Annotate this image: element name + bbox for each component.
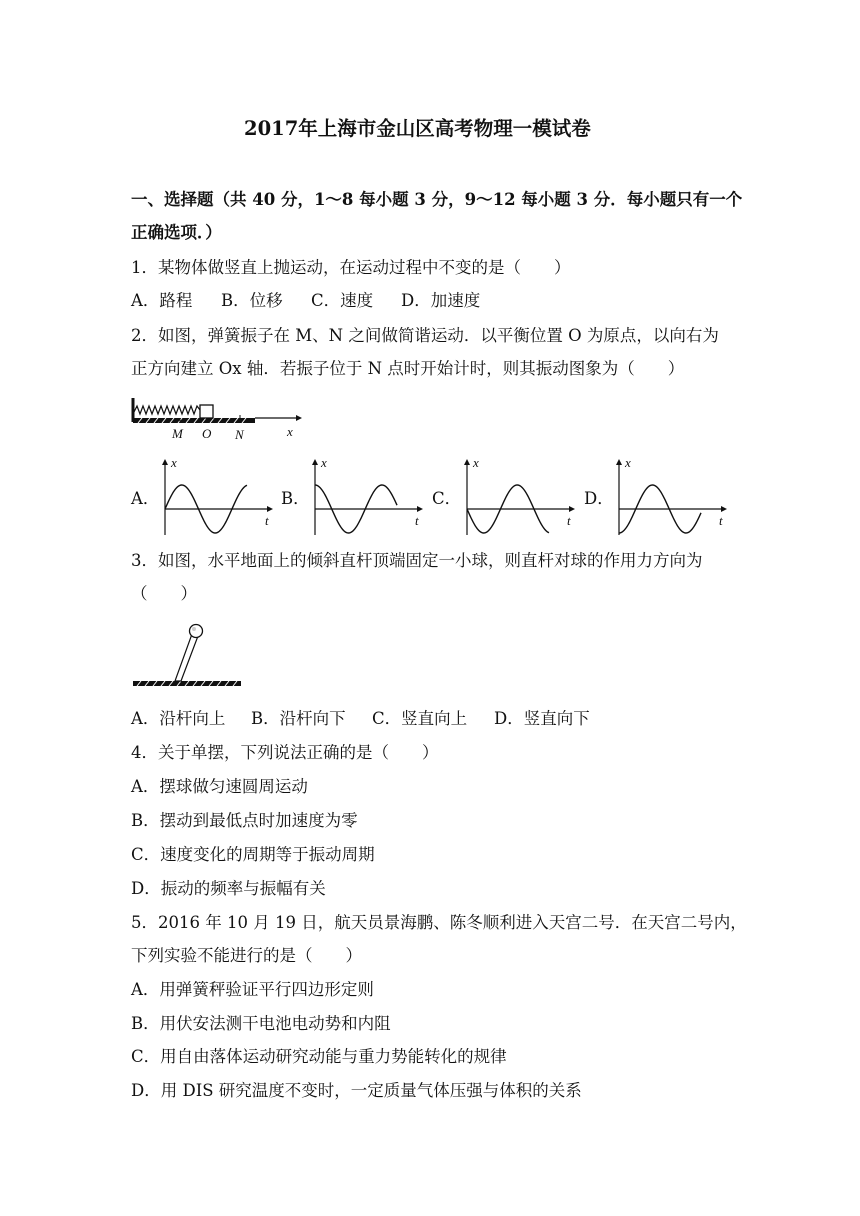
y-axis-arrow: [162, 459, 168, 465]
document-title: 2017年上海市金山区高考物理一模试卷: [244, 117, 591, 140]
question-5-option-a: A．用弹簧秤验证平行四边形定则: [131, 980, 374, 999]
point-n-label: N: [235, 427, 244, 442]
y-axis-arrow: [464, 459, 470, 465]
graph-option-c-label: C．: [432, 489, 462, 508]
question-4-option-c: C．速度变化的周期等于振动周期: [131, 845, 375, 864]
question-1-option-b: B．位移: [221, 291, 283, 310]
graph-t-label: t: [415, 513, 419, 528]
y-axis-arrow: [312, 459, 318, 465]
question-4-option-a: A．摆球做匀速圆周运动: [131, 777, 308, 796]
x-axis-arrow: [267, 506, 273, 512]
question-5-option-b: B．用伏安法测干电池电动势和内阻: [131, 1014, 391, 1033]
question-5-stem-line1: 5．2016 年 10 月 19 日，航天员景海鹏、陈冬顺利进入天宫二号．在天宫二号内，: [131, 913, 747, 932]
question-1-stem: 1．某物体做竖直上抛运动，在运动过程中不变的是（ ）: [131, 258, 571, 277]
graph-c: [457, 457, 582, 537]
question-2-stem-line1: 2．如图，弹簧振子在 M、N 之间做简谐运动．以平衡位置 O 为原点，以向右为: [131, 326, 719, 345]
graph-t-label: t: [719, 513, 723, 528]
graph-option-a-label: A．: [131, 489, 160, 508]
graph-option-b-label: B．: [281, 489, 310, 508]
question-5-stem-line2: 下列实验不能进行的是（ ）: [131, 946, 362, 965]
graph-b: [305, 457, 430, 537]
graph-a: [155, 457, 280, 537]
question-3-option-c: C．竖直向上: [372, 709, 468, 728]
graph-x-label: x: [171, 455, 177, 470]
graph-option-d-label: D．: [584, 489, 614, 508]
question-3-option-d: D．竖直向下: [494, 709, 590, 728]
graph-x-label: x: [321, 455, 327, 470]
graph-d: [609, 457, 734, 537]
point-m-label: M: [172, 426, 183, 441]
question-1-option-a: A．路程: [131, 291, 193, 310]
axis-x-label: x: [287, 424, 293, 439]
x-axis-arrow: [569, 506, 575, 512]
question-2-stem-line2: 正方向建立 Ox 轴．若振子位于 N 点时开始计时，则其振动图象为（ ）: [131, 359, 685, 378]
question-4-stem: 4．关于单摆，下列说法正确的是（ ）: [131, 743, 439, 762]
question-3-stem-line1: 3．如图，水平地面上的倾斜直杆顶端固定一小球，则直杆对球的作用力方向为: [131, 551, 703, 570]
point-o-label: O: [202, 426, 212, 441]
question-5-option-c: C．用自由落体运动研究动能与重力势能转化的规律: [131, 1047, 507, 1066]
question-5-option-d: D．用 DIS 研究温度不变时，一定质量气体压强与体积的关系: [131, 1081, 582, 1100]
graph-t-label: t: [567, 513, 571, 528]
section-heading-line2: 正确选项．）: [131, 223, 222, 242]
graph-x-label: x: [473, 455, 479, 470]
question-1-option-c: C．速度: [311, 291, 374, 310]
graph-x-label: x: [625, 455, 631, 470]
question-3-option-a: A．沿杆向上: [131, 709, 226, 728]
x-axis-arrow: [417, 506, 423, 512]
question-4-option-d: D．振动的频率与振幅有关: [131, 879, 326, 898]
section-heading-line1: 一、选择题（共 40 分，1～8 每小题 3 分，9～12 每小题 3 分．每小题只有一个: [131, 190, 743, 209]
spring-oscillator-figure: [128, 396, 308, 446]
graph-t-label: t: [265, 513, 269, 528]
question-3-option-b: B．沿杆向下: [251, 709, 346, 728]
x-axis-arrow: [721, 506, 727, 512]
y-axis-arrow: [616, 459, 622, 465]
question-4-option-b: B．摆动到最低点时加速度为零: [131, 811, 358, 830]
question-1-option-d: D．加速度: [401, 291, 481, 310]
rod-ball-figure: [131, 620, 246, 690]
question-3-stem-line2: （ ）: [131, 584, 197, 603]
